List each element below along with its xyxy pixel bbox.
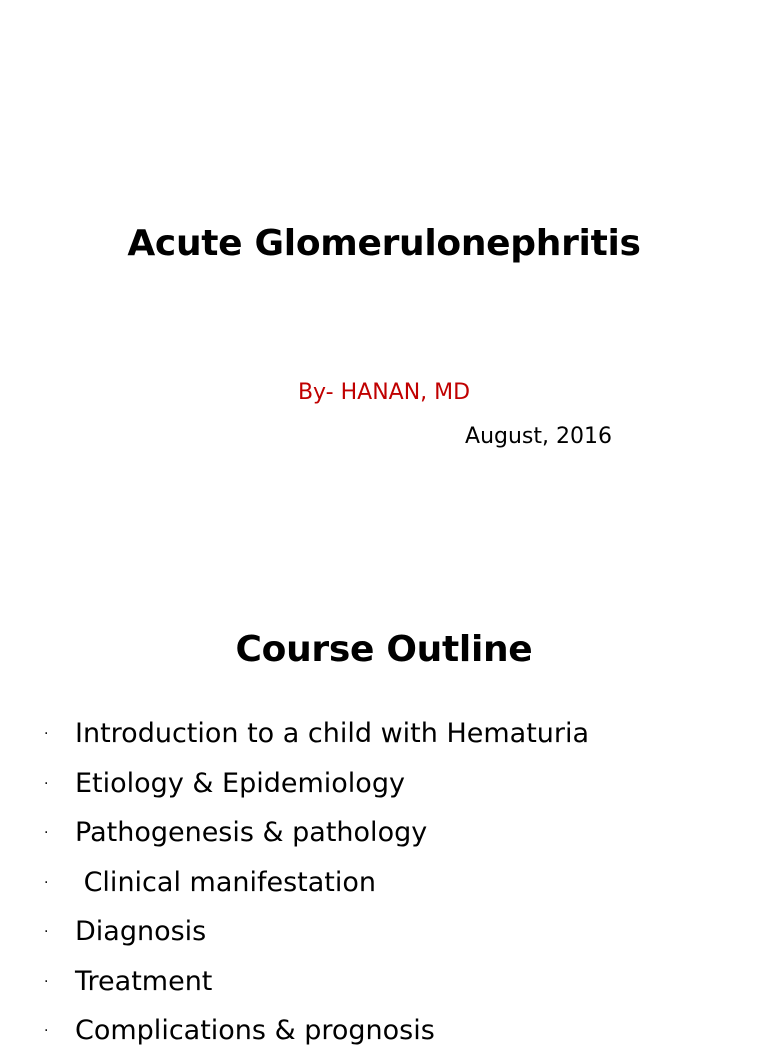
slide-title: Acute Glomerulonephritis bbox=[127, 223, 641, 264]
outline-item-text: Complications & prognosis bbox=[75, 1015, 435, 1046]
outline-item-text: Clinical manifestation bbox=[75, 866, 377, 898]
bullet-icon: · bbox=[44, 1023, 49, 1039]
bullet-icon: · bbox=[44, 973, 49, 990]
bullet-icon: · bbox=[44, 775, 49, 792]
presentation-date: August, 2016 bbox=[465, 424, 612, 449]
outline-item-text: Treatment bbox=[75, 965, 213, 997]
author-line: By- HANAN, MD bbox=[297, 380, 471, 405]
bullet-icon: · bbox=[44, 924, 49, 940]
bullet-icon: · bbox=[44, 825, 49, 841]
bullet-icon: · bbox=[44, 874, 49, 891]
outline-item-text: Etiology & Epidemiology bbox=[75, 767, 405, 799]
outline-title: Course Outline bbox=[235, 629, 533, 670]
outline-slide bbox=[0, 560, 768, 1046]
outline-item-text: Introduction to a child with Hematuria bbox=[75, 718, 590, 749]
outline-item-text: Diagnosis bbox=[75, 916, 207, 947]
outline-item-text: Pathogenesis & pathology bbox=[75, 817, 428, 848]
bullet-icon: · bbox=[44, 726, 49, 742]
